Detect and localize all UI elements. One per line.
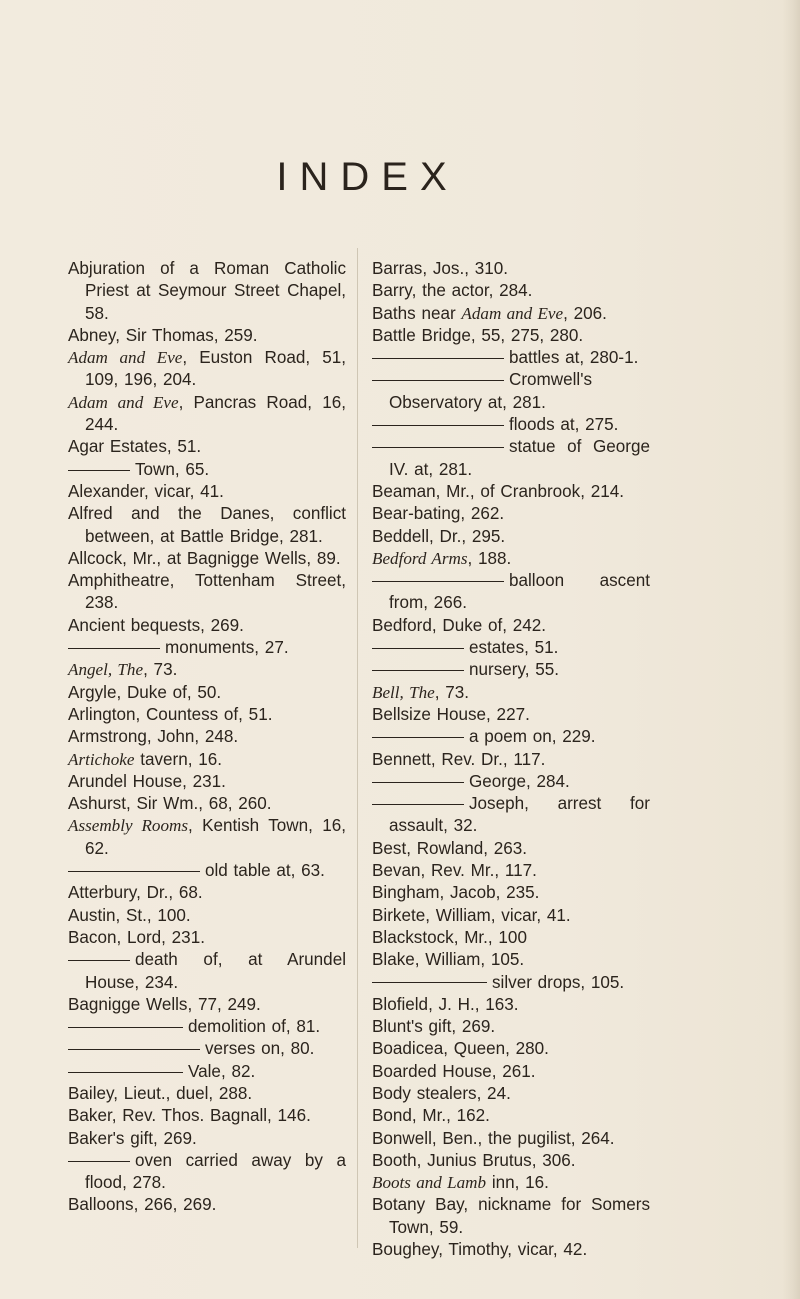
entry-text: Beddell, Dr., 295. <box>372 526 506 546</box>
index-entry <box>372 481 650 503</box>
entry-text: Best, Rowland, 263. <box>372 838 527 858</box>
entry-text: Austin, St., 100. <box>68 905 191 925</box>
ditto-dash <box>372 670 464 671</box>
index-entry <box>68 682 346 704</box>
index-entry <box>372 927 650 949</box>
entry-text: silver drops, 105. <box>492 972 625 992</box>
entry-text: Boughey, Timothy, vicar, 42. <box>372 1240 588 1260</box>
index-entry <box>68 1194 346 1216</box>
ditto-dash <box>68 1049 200 1050</box>
ditto-dash <box>372 425 504 426</box>
index-entry <box>68 1016 346 1038</box>
entry-text: Bevan, Rev. Mr., 117. <box>372 861 537 881</box>
index-entry <box>68 481 346 503</box>
page-edge-shadow <box>782 0 800 1299</box>
index-entry <box>68 392 346 437</box>
entry-italic-text: Angel, The <box>68 660 144 680</box>
index-entry <box>372 860 650 882</box>
entry-text: oven carried away by a flood, 278. <box>85 1150 346 1193</box>
ditto-dash <box>68 1161 130 1162</box>
index-entry <box>372 771 650 793</box>
index-column-right <box>372 258 650 1261</box>
entry-text-rest: , 73. <box>434 682 469 702</box>
ditto-dash <box>68 960 130 961</box>
entry-text: old table at, 63. <box>205 861 325 881</box>
index-entry <box>372 793 650 838</box>
entry-text: Bingham, Jacob, 235. <box>372 883 540 903</box>
entry-text: Agar Estates, 51. <box>68 437 202 457</box>
ditto-dash <box>68 470 130 471</box>
index-entry <box>68 436 346 458</box>
entry-text: Bond, Mr., 162. <box>372 1106 490 1126</box>
index-entry <box>372 1061 650 1083</box>
entry-text: Blofield, J. H., 163. <box>372 994 519 1014</box>
index-entry <box>68 860 346 882</box>
index-entry <box>372 637 650 659</box>
index-entry <box>372 280 650 302</box>
index-entry <box>372 1038 650 1060</box>
entry-text: Amphitheatre, Tottenham Street, 238. <box>68 571 346 613</box>
ditto-dash <box>68 871 200 872</box>
entry-italic-text: Boots and Lamb <box>372 1173 487 1193</box>
index-entry <box>68 1128 346 1150</box>
index-column-left <box>68 258 346 1217</box>
entry-text: Bedford, Duke of, 242. <box>372 615 547 635</box>
entry-text-rest: , 206. <box>563 303 607 323</box>
index-entry <box>68 1038 346 1060</box>
entry-text: Barras, Jos., 310. <box>372 259 508 278</box>
entry-text: Boadicea, Queen, 280. <box>372 1039 549 1059</box>
index-entry <box>68 459 346 481</box>
entry-text-rest: , Pancras Road, 16, 244. <box>85 392 346 435</box>
index-entry <box>372 526 650 548</box>
ditto-dash <box>372 380 504 381</box>
entry-text: Arlington, Countess of, 51. <box>68 704 273 724</box>
entry-text-rest: , Kentish Town, 16, 62. <box>85 816 346 858</box>
ditto-dash <box>68 1072 183 1073</box>
entry-text: Allcock, Mr., at Bagnigge Wells, 89. <box>68 548 341 568</box>
entry-text: Argyle, Duke of, 50. <box>68 682 222 702</box>
entry-text: Baths near <box>372 303 462 323</box>
index-entry <box>68 637 346 659</box>
entry-text: Battle Bridge, 55, 275, 280. <box>372 325 584 345</box>
entry-italic-text: Assembly Rooms <box>68 816 188 836</box>
index-entry <box>372 548 650 570</box>
index-entry <box>68 949 346 994</box>
entry-text: Blackstock, Mr., 100 <box>372 927 527 947</box>
index-entry <box>68 882 346 904</box>
entry-text: Blake, William, 105. <box>372 950 525 970</box>
ditto-dash <box>372 804 464 805</box>
entry-text: Boarded House, 261. <box>372 1061 536 1081</box>
index-entry <box>68 615 346 637</box>
entry-text: nursery, 55. <box>469 660 559 680</box>
entry-text: Joseph, arrest for assault, 32. <box>389 794 650 836</box>
index-entry <box>372 1128 650 1150</box>
ditto-dash <box>372 782 464 783</box>
index-entry <box>372 369 650 414</box>
entry-text: Balloons, 266, 269. <box>68 1195 217 1215</box>
ditto-dash <box>372 737 464 738</box>
index-entry <box>372 414 650 436</box>
index-entry <box>372 258 650 280</box>
entry-text-rest: , Euston Road, 51, 109, 196, 204. <box>85 348 346 390</box>
entry-text: Barry, the actor, 284. <box>372 281 533 301</box>
entry-text: Town, 65. <box>135 459 210 479</box>
entry-text: monuments, 27. <box>165 638 289 658</box>
entry-text: Bailey, Lieut., duel, 288. <box>68 1083 253 1103</box>
index-entry <box>68 503 346 548</box>
ditto-dash <box>372 358 504 359</box>
index-entry <box>68 258 346 325</box>
ditto-dash <box>372 982 487 983</box>
index-entry <box>372 972 650 994</box>
entry-text: death of, at Arundel House, 234. <box>85 950 346 992</box>
entry-text: Baker's gift, 269. <box>68 1128 197 1148</box>
index-entry <box>372 325 650 347</box>
index-entry <box>372 615 650 637</box>
entry-text: Ashurst, Sir Wm., 68, 260. <box>68 794 272 814</box>
index-entry <box>372 347 650 369</box>
ditto-dash <box>372 447 504 448</box>
index-entry <box>68 905 346 927</box>
index-entry <box>372 838 650 860</box>
index-entry <box>372 1105 650 1127</box>
entry-text: Atterbury, Dr., 68. <box>68 883 203 903</box>
entry-text: George, 284. <box>469 771 570 791</box>
index-entry <box>68 815 346 860</box>
index-entry <box>372 905 650 927</box>
index-entry <box>372 436 650 481</box>
entry-text: statue of George IV. at, 281. <box>389 437 650 479</box>
entry-text: Beaman, Mr., of Cranbrook, 214. <box>372 481 624 501</box>
index-entry <box>68 1083 346 1105</box>
entry-italic-text: Adam and Eve <box>68 392 179 412</box>
index-entry <box>372 503 650 525</box>
entry-text: battles at, 280-1. <box>509 348 639 368</box>
entry-italic-text: Bell, The <box>372 682 435 702</box>
index-entry <box>68 726 346 748</box>
index-entry <box>372 303 650 325</box>
index-entry <box>68 749 346 771</box>
index-entry <box>68 771 346 793</box>
entry-italic-text: Bedford Arms <box>372 548 468 568</box>
entry-text-rest: inn, 16. <box>486 1173 549 1193</box>
entry-text: Bonwell, Ben., the pugilist, 264. <box>372 1128 615 1148</box>
index-entry <box>68 548 346 570</box>
ditto-dash <box>68 1027 183 1028</box>
index-entry <box>68 347 346 392</box>
entry-text: Alfred and the Danes, conflict between, at Battle Bridge, 281. <box>68 504 346 546</box>
index-entry <box>68 927 346 949</box>
index-entry <box>372 1239 650 1261</box>
entry-text: Bellsize House, 227. <box>372 704 530 724</box>
entry-text: Alexander, vicar, 41. <box>68 481 224 501</box>
ditto-dash <box>372 581 504 582</box>
index-entry <box>68 704 346 726</box>
index-entry <box>68 793 346 815</box>
index-entry <box>372 1172 650 1194</box>
entry-text-rest: tavern, 16. <box>134 749 222 769</box>
index-entry <box>372 570 650 615</box>
ditto-dash <box>372 648 464 649</box>
entry-text-rest: , 188. <box>467 548 512 568</box>
index-entry <box>372 994 650 1016</box>
page-title: INDEX <box>276 155 459 199</box>
entry-text: balloon ascent from, 266. <box>389 571 650 613</box>
index-entry <box>68 659 346 681</box>
entry-text: verses on, 80. <box>205 1039 315 1059</box>
column-divider <box>357 248 358 1248</box>
ditto-dash <box>68 648 160 649</box>
entry-text: Ancient bequests, 269. <box>68 615 244 635</box>
entry-text: Bagnigge Wells, 77, 249. <box>68 994 261 1014</box>
entry-text: Abney, Sir Thomas, 259. <box>68 325 258 345</box>
entry-text: Body stealers, 24. <box>372 1083 511 1103</box>
index-entry <box>372 749 650 771</box>
index-entry <box>372 682 650 704</box>
index-entry <box>68 994 346 1016</box>
entry-text: Armstrong, John, 248. <box>68 727 239 747</box>
entry-italic-text: Adam and Eve <box>461 303 564 323</box>
index-entry <box>372 882 650 904</box>
entry-text: Botany Bay, nickname for Somers Town, 59. <box>372 1195 650 1237</box>
index-entry <box>372 1194 650 1239</box>
entry-text: Arundel House, 231. <box>68 771 226 791</box>
entry-text: Booth, Junius Brutus, 306. <box>372 1150 576 1170</box>
entry-text: estates, 51. <box>469 638 559 658</box>
index-entry <box>68 1150 346 1195</box>
entry-italic-text: Artichoke <box>68 749 135 769</box>
entry-text: demolition of, 81. <box>188 1017 321 1037</box>
entry-text: floods at, 275. <box>509 415 619 435</box>
entry-italic-text: Adam and Eve <box>68 348 183 368</box>
index-entry <box>372 659 650 681</box>
index-entry <box>372 726 650 748</box>
entry-text: Blunt's gift, 269. <box>372 1017 496 1037</box>
index-entry <box>372 1016 650 1038</box>
entry-text: Bacon, Lord, 231. <box>68 927 205 947</box>
index-entry <box>372 704 650 726</box>
index-entry <box>68 1061 346 1083</box>
entry-text: Baker, Rev. Thos. Bagnall, 146. <box>68 1106 311 1126</box>
entry-text: Vale, 82. <box>188 1061 256 1081</box>
entry-text: Abjuration of a Roman Catholic Priest at Seymour Street Chapel, 58. <box>68 259 346 323</box>
index-entry <box>372 1083 650 1105</box>
index-entry <box>372 1150 650 1172</box>
index-entry <box>372 949 650 971</box>
entry-text: Birkete, William, vicar, 41. <box>372 905 571 925</box>
index-entry <box>68 570 346 615</box>
index-entry <box>68 325 346 347</box>
entry-text: Cromwell's Observatory at, 281. <box>389 370 593 412</box>
entry-text: a poem on, 229. <box>469 727 596 747</box>
entry-text: Bennett, Rev. Dr., 117. <box>372 749 546 769</box>
entry-text: Bear-bating, 262. <box>372 504 505 524</box>
index-entry <box>68 1105 346 1127</box>
entry-text-rest: , 73. <box>143 660 178 680</box>
